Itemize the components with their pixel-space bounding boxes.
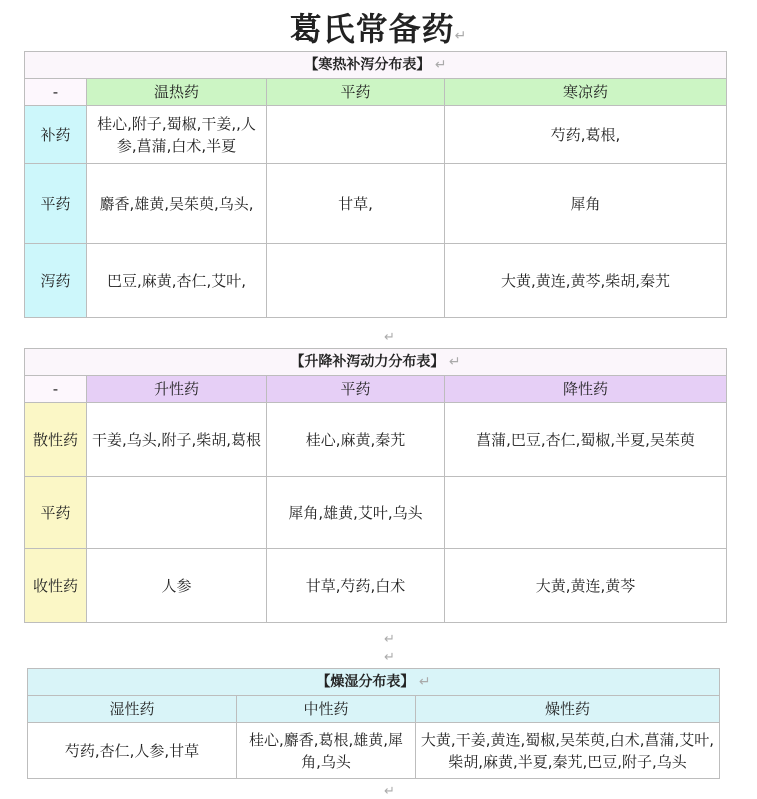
table-caption: 【升降补泻动力分布表】 ↵ — [25, 349, 727, 376]
paragraph-mark: ↵ — [384, 330, 395, 345]
row-label: 泻药 — [25, 244, 87, 318]
table-caption: 【寒热补泻分布表】 ↵ — [25, 52, 727, 79]
corner-cell: - — [25, 79, 87, 106]
row-label: 散性药 — [25, 403, 87, 477]
cold-heat-table — [24, 51, 727, 318]
table-cell — [267, 244, 445, 318]
table-cell: 桂心,麝香,葛根,雄黄,犀角,乌头 — [237, 723, 416, 779]
dry-wet-table — [27, 668, 720, 779]
column-header: 寒凉药 — [445, 79, 727, 106]
column-header: 平药 — [267, 376, 445, 403]
row-label: 补药 — [25, 106, 87, 164]
table-cell: 大黄,黄连,黄芩,柴胡,秦艽 — [445, 244, 727, 318]
table-cell — [445, 477, 727, 549]
document-title: 葛氏常备药↵ — [289, 10, 468, 48]
column-header: 中性药 — [237, 696, 416, 723]
corner-cell: - — [25, 376, 87, 403]
column-header: 升性药 — [87, 376, 267, 403]
table-cell: 大黄,黄连,黄芩 — [445, 549, 727, 623]
paragraph-mark: ↵ — [384, 632, 395, 647]
column-header: 湿性药 — [28, 696, 237, 723]
table-cell: 犀角 — [445, 164, 727, 244]
table-cell: 大黄,干姜,黄连,蜀椒,吴茱萸,白术,菖蒲,艾叶,柴胡,麻黄,半夏,秦艽,巴豆,附子,乌头 — [416, 723, 720, 779]
column-header: 燥性药 — [416, 696, 720, 723]
table-cell: 菖蒲,巴豆,杏仁,蜀椒,半夏,吴茱萸 — [445, 403, 727, 477]
table-cell: 桂心,麻黄,秦艽 — [267, 403, 445, 477]
table-cell — [87, 477, 267, 549]
table-cell: 麝香,雄黄,吴茱萸,乌头, — [87, 164, 267, 244]
column-header: 降性药 — [445, 376, 727, 403]
paragraph-mark: ↵ — [384, 784, 395, 799]
ascend-descend-table — [24, 348, 727, 623]
row-label: 平药 — [25, 164, 87, 244]
table-cell: 人参 — [87, 549, 267, 623]
table-cell: 芍药,杏仁,人参,甘草 — [28, 723, 237, 779]
paragraph-mark: ↵ — [384, 650, 395, 665]
row-label: 收性药 — [25, 549, 87, 623]
table-cell: 犀角,雄黄,艾叶,乌头 — [267, 477, 445, 549]
column-header: 平药 — [267, 79, 445, 106]
column-header: 温热药 — [87, 79, 267, 106]
table-caption: 【燥湿分布表】 ↵ — [28, 669, 720, 696]
table-cell — [267, 106, 445, 164]
table-cell: 干姜,乌头,附子,柴胡,葛根 — [87, 403, 267, 477]
table-cell: 巴豆,麻黄,杏仁,艾叶, — [87, 244, 267, 318]
table-cell: 甘草,芍药,白术 — [267, 549, 445, 623]
table-cell: 芍药,葛根, — [445, 106, 727, 164]
table-cell: 甘草, — [267, 164, 445, 244]
row-label: 平药 — [25, 477, 87, 549]
table-cell: 桂心,附子,蜀椒,干姜,,人参,菖蒲,白术,半夏 — [87, 106, 267, 164]
